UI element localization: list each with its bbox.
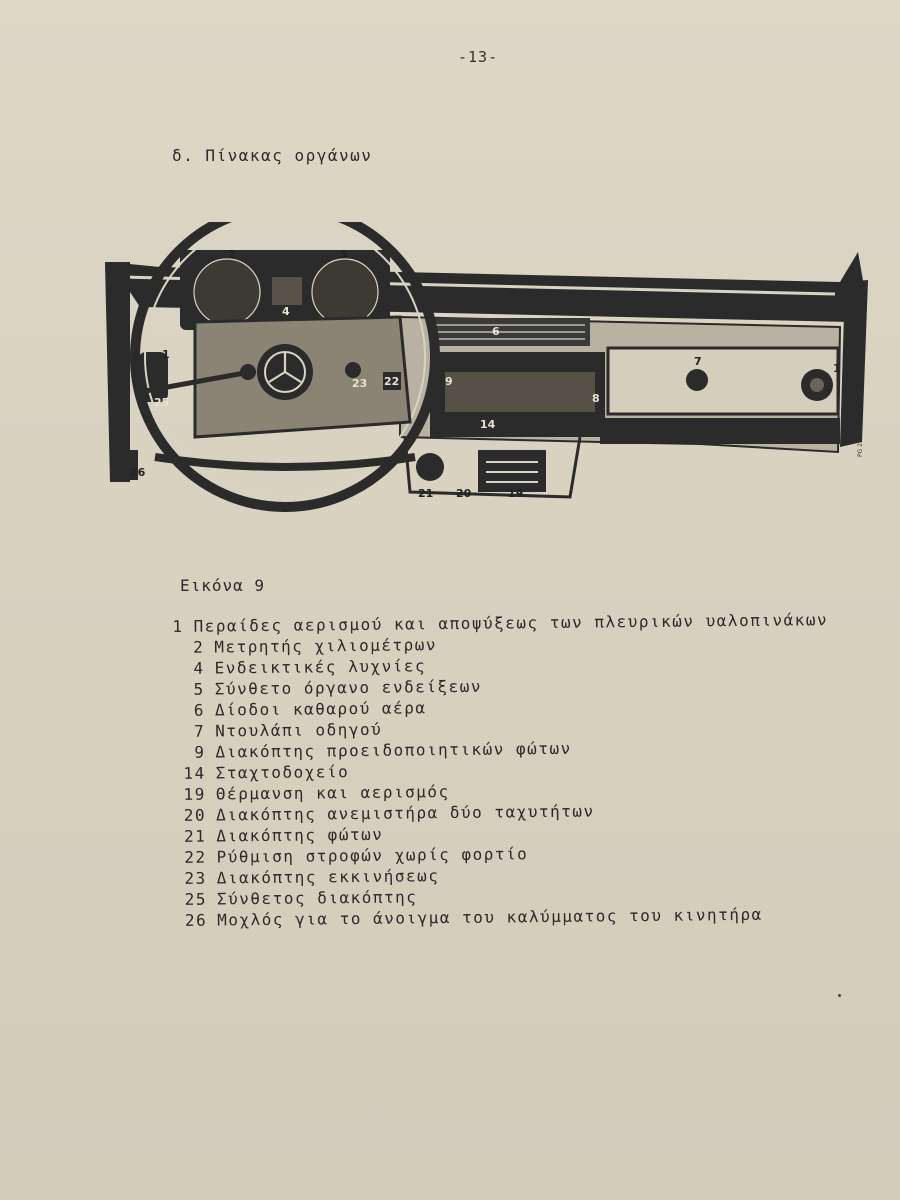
legend-number: 25 <box>184 889 208 909</box>
steering-spoke-lower <box>155 457 415 467</box>
section-title: δ. Πίνακας οργάνων <box>172 146 373 165</box>
callout-1-left: 1 <box>162 348 170 361</box>
legend-description: Μετρητής χιλιομέτρων <box>214 635 438 657</box>
legend-description: Περαίδες αερισμού και αποψύξεως των πλευρικών υαλοπινάκων <box>193 610 829 636</box>
legend-list <box>168 609 831 931</box>
callout-4: 4 <box>282 305 290 318</box>
lights-switch <box>416 453 444 481</box>
dashboard-figure <box>100 222 880 552</box>
legend-description: Ενδεικτικές λυχνίες <box>214 656 427 678</box>
legend-number: 23 <box>184 868 207 888</box>
callout-1-right: 1 <box>833 362 841 375</box>
legend-number: 20 <box>183 805 207 825</box>
legend-description: Διακόπτης φώτων <box>216 824 384 846</box>
glovebox-lock <box>686 369 708 391</box>
callout-2: 2 <box>228 248 236 261</box>
combination-gauge <box>312 259 378 325</box>
figure-caption: Εικόνα 9 <box>180 576 266 595</box>
legend-number: 21 <box>183 826 207 846</box>
legend-number: 7 <box>193 721 206 741</box>
callout-19: 19 <box>508 487 524 500</box>
left-pillar <box>105 262 130 482</box>
callout-5: 5 <box>340 248 348 261</box>
legend-description: Διακόπτης προειδοποιητικών φώτων <box>215 738 572 762</box>
legend-description: Σταχτοδοχείο <box>215 762 350 783</box>
callout-8: 8 <box>592 392 600 405</box>
paper-speck <box>838 994 841 997</box>
legend-description: Ρύθμιση στροφών χωρίς φορτίο <box>216 844 529 867</box>
legend-number: 2 <box>193 637 205 657</box>
legend-number: 5 <box>193 679 205 699</box>
center-console-inner <box>445 372 595 412</box>
legend-number: 22 <box>184 847 207 867</box>
right-side-vent-center <box>810 378 824 392</box>
speedometer <box>194 259 260 325</box>
legend-number: 26 <box>184 910 208 930</box>
legend-number: 6 <box>193 700 206 720</box>
legend-description: Διακόπτης εκκινήσεως <box>216 866 440 888</box>
callout-21: 21 <box>418 487 434 500</box>
dashboard-illustration <box>100 222 880 552</box>
legend-description: Μοχλός για το άνοιγμα του καλύμματος του κινητήρα <box>217 904 763 930</box>
callout-26: 26 <box>130 466 146 479</box>
legend-description: Σύνθετος διακόπτης <box>216 887 418 909</box>
legend-number: 9 <box>194 742 206 762</box>
figure-doc-code: PG 21 313 <box>857 425 864 457</box>
page-number: -13- <box>458 48 499 66</box>
callout-7: 7 <box>694 355 702 368</box>
glovebox-lower-band <box>600 418 840 444</box>
legend-number: 1 <box>172 616 184 636</box>
warning-lamps <box>272 277 302 305</box>
callout-20: 20 <box>456 487 472 500</box>
callout-9: 9 <box>445 375 453 388</box>
callout-23: 23 <box>352 377 368 390</box>
legend-number: 14 <box>183 763 206 783</box>
legend-description: Διακόπτης ανεμιστήρα δύο ταχυτήτων <box>215 801 595 825</box>
callout-14: 14 <box>480 418 496 431</box>
callout-25: 25 <box>154 396 170 409</box>
legend-description: Δίοδοι καθαρού αέρα <box>214 698 427 720</box>
ignition-switch <box>345 362 361 378</box>
legend-number: 4 <box>193 658 205 678</box>
legend-description: Ντουλάπι οδηγού <box>215 719 383 741</box>
legend-description: Θέρμανση και αερισμός <box>215 782 450 804</box>
legend-number: 19 <box>183 784 206 804</box>
callout-6: 6 <box>492 325 500 338</box>
legend-description: Σύνθετο όργανο ενδείξεων <box>214 676 483 699</box>
callout-22: 22 <box>384 375 400 388</box>
